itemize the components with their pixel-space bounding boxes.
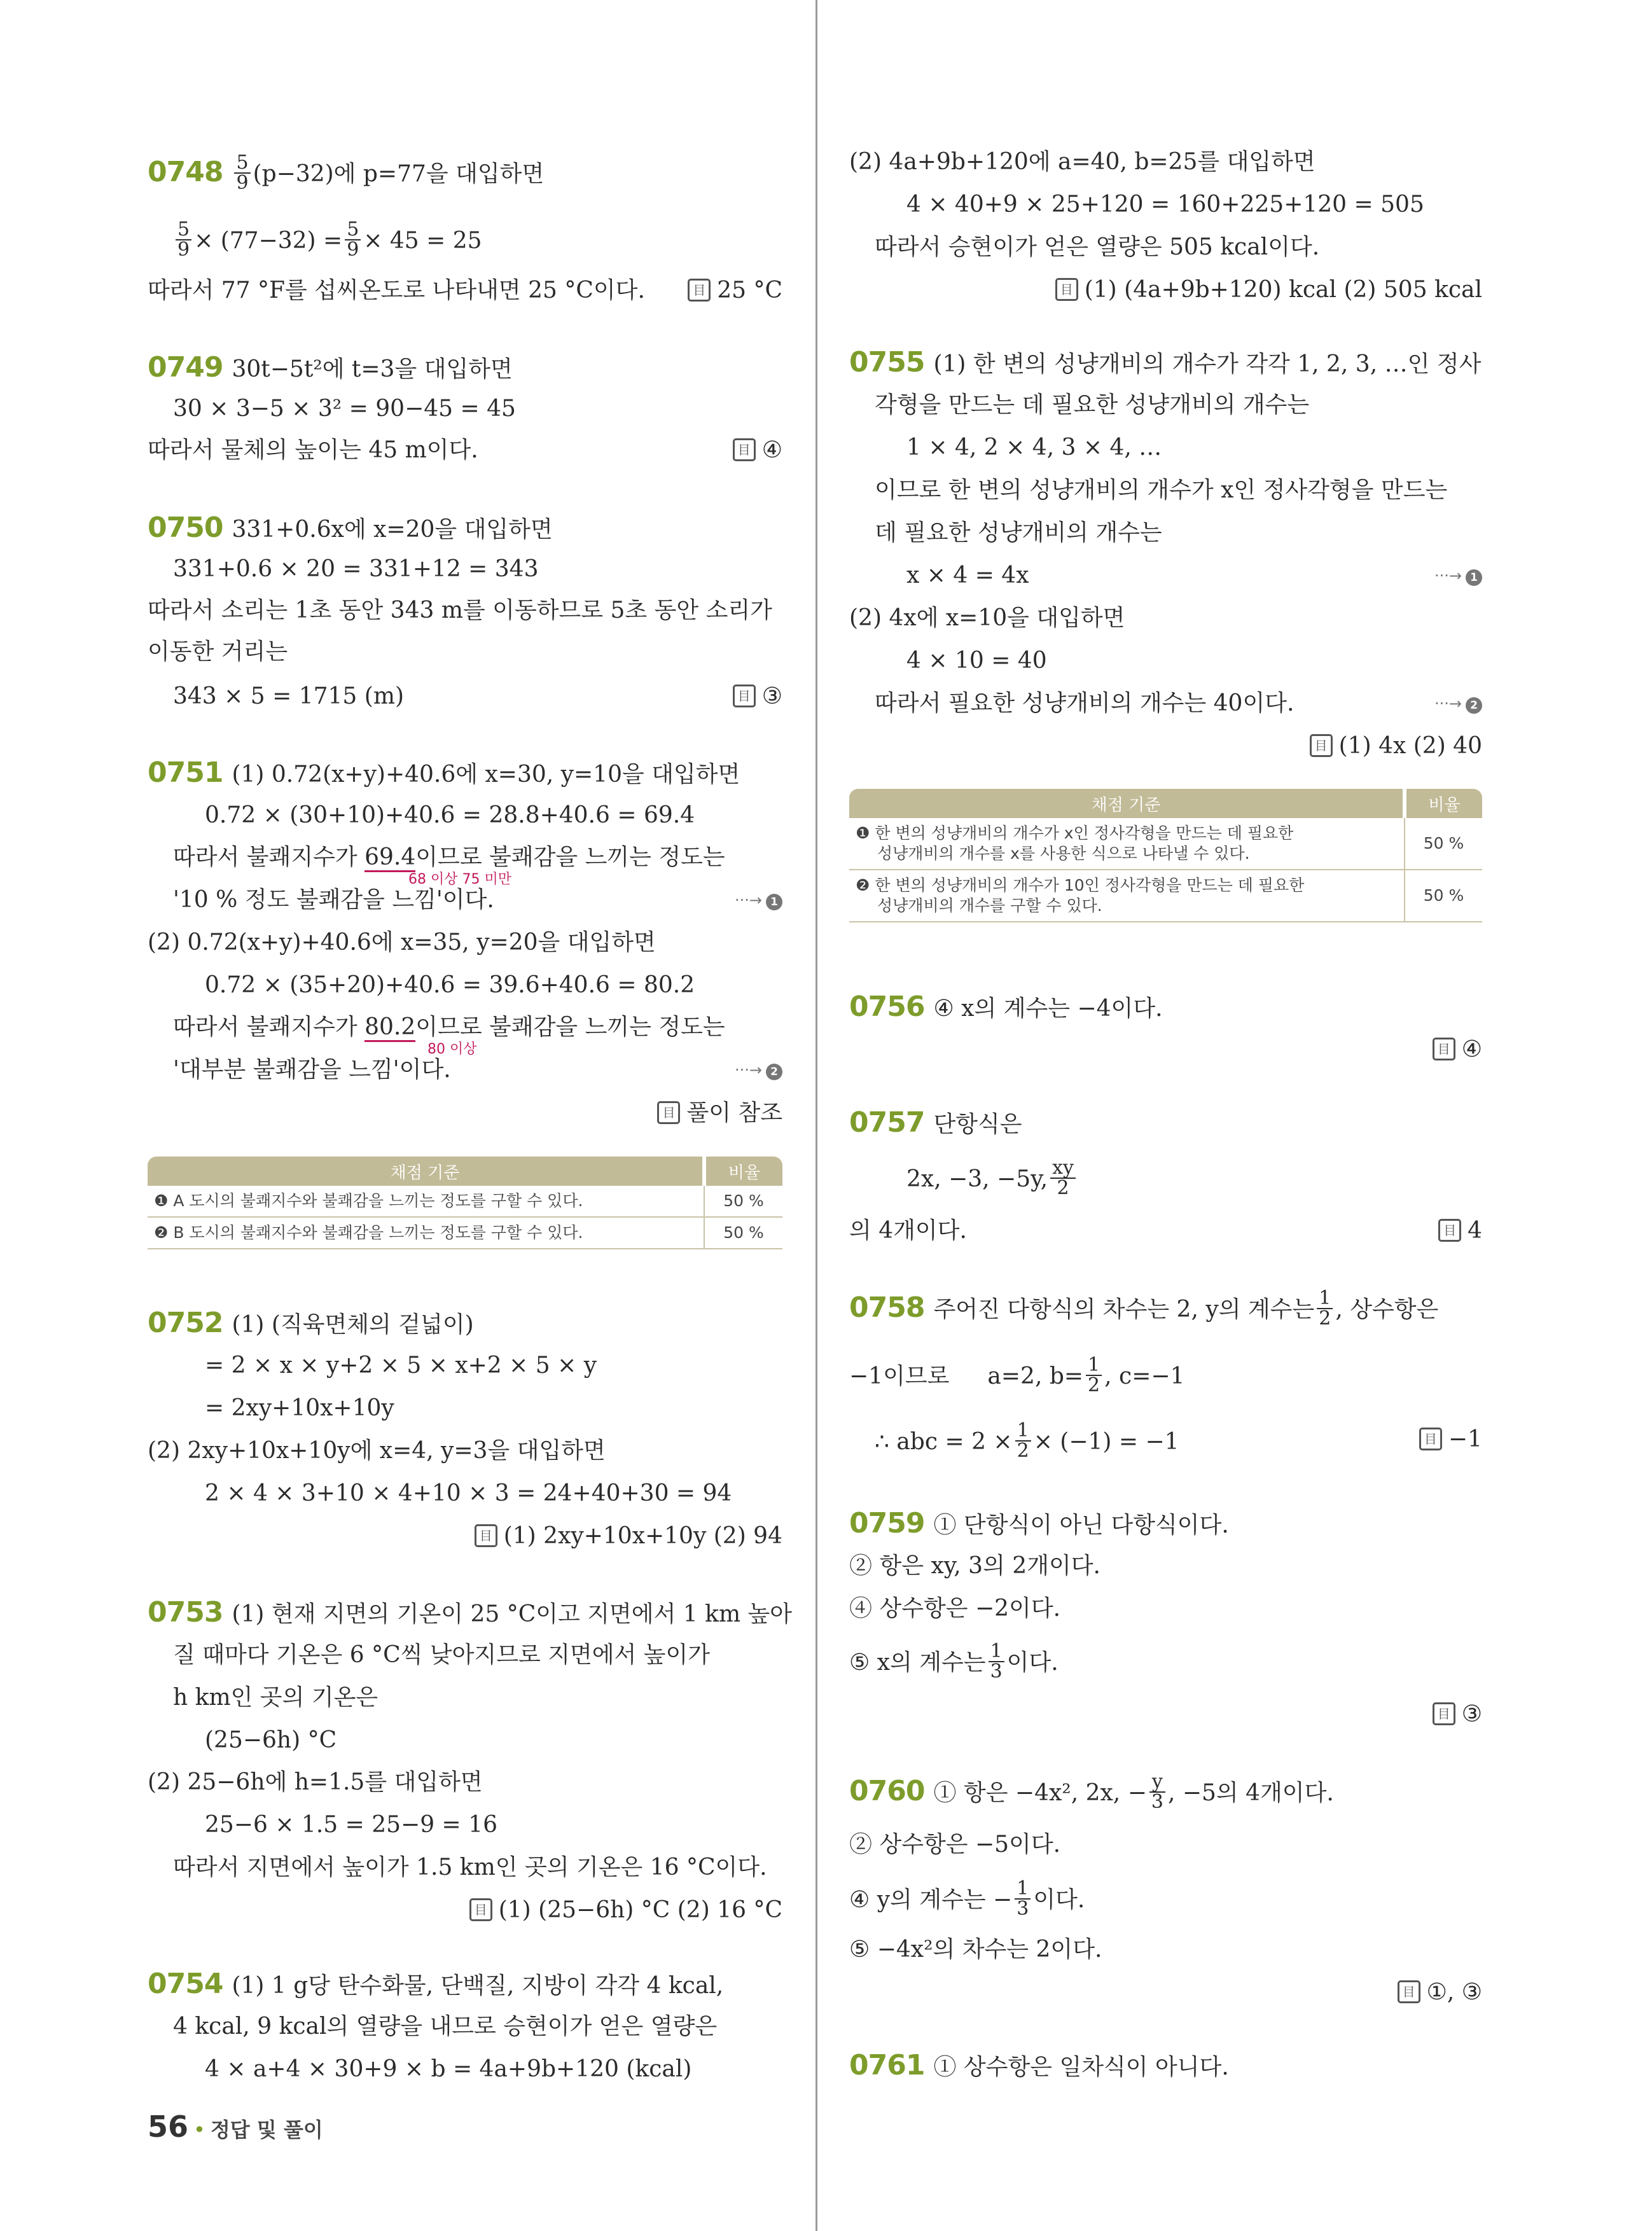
problem-0752-line-3: = 2xy+10x+10y bbox=[205, 1395, 394, 1421]
answer-icon bbox=[688, 279, 711, 302]
problem-0753-line-7: 따라서 지면에서 높이가 1.5 km인 곳의 기온은 16 °C이다. bbox=[173, 1854, 767, 1880]
problem-0751-line-2: 0.72 × (30+10)+40.6 = 28.8+40.6 = 69.4 bbox=[205, 802, 695, 828]
page-footer bbox=[148, 2109, 323, 2144]
footer-dot: • bbox=[193, 2118, 205, 2142]
problem-0753-line-4: (25−6h) °C bbox=[205, 1727, 337, 1753]
problem-number: 0759 bbox=[849, 1507, 925, 1539]
problem-0750-line-2: 331+0.6 × 20 = 331+12 = 343 bbox=[173, 556, 539, 582]
table-header: 채점 기준 bbox=[148, 1157, 704, 1186]
problem-0760-line-1: 0760 ① 항은 −4x², 2x, − $\frac{y}{3}$ , −5의 4개이다. bbox=[849, 1770, 1334, 1813]
problem-0757-line-2: 2x, −3, −5y, $\frac{xy}{2}$ bbox=[906, 1161, 1078, 1200]
problem-0754-line-1: 0754 (1) 1 g당 탄수화물, 단백질, 지방이 각각 4 kcal, bbox=[148, 1968, 724, 2000]
problem-0754-line-2: 4 kcal, 9 kcal의 열량을 내므로 승현이가 얻은 열량은 bbox=[173, 2013, 718, 2040]
problem-0754-line-5: 4 × 40+9 × 25+120 = 160+225+120 = 505 bbox=[906, 191, 1424, 218]
answer-icon bbox=[1433, 1702, 1455, 1725]
problem-0753-line-6: 25−6 × 1.5 = 25−9 = 16 bbox=[205, 1812, 497, 1838]
answer-0755: 目(1) 4x (2) 40 bbox=[1310, 730, 1482, 762]
problem-0754-line-6: 따라서 승현이가 얻은 열량은 505 kcal이다. bbox=[875, 234, 1320, 260]
problem-0760-line-2: ② 상수항은 −5이다. bbox=[849, 1831, 1061, 1858]
problem-0751-line-5: (2) 0.72(x+y)+40.6에 x=35, y=20을 대입하면 bbox=[148, 929, 656, 956]
answer-0749: 目 ④ bbox=[733, 434, 782, 466]
problem-number: 0749 bbox=[148, 351, 223, 384]
table-row: ❶ 한 변의 성냥개비의 개수가 x인 정사각형을 만드는 데 필요한 성냥개비의 개수를 x를 사용한 식으로 나타낼 수 있다. 50 % bbox=[849, 818, 1482, 870]
answer-0751: 目풀이 참조 bbox=[657, 1097, 782, 1129]
problem-0759-line-4: ⑤ x의 계수는 $\frac{1}{3}$ 이다. bbox=[849, 1640, 1059, 1683]
answer-icon bbox=[1419, 1428, 1442, 1450]
answer-0754: 目(1) (4a+9b+120) kcal (2) 505 kcal bbox=[1055, 274, 1482, 306]
problem-0760-line-4: ⑤ −4x²의 차수는 2이다. bbox=[849, 1936, 1102, 1963]
problem-number: 0756 bbox=[849, 990, 925, 1023]
problem-0751-line-4: '10 % 정도 불쾌감을 느낌'이다. bbox=[173, 887, 494, 913]
answer-icon bbox=[1438, 1219, 1461, 1242]
problem-number: 0754 bbox=[148, 1968, 223, 2000]
problem-0750-line-4: 이동한 거리는 bbox=[148, 639, 288, 665]
problem-number: 0750 bbox=[148, 511, 223, 544]
problem-0753-line-2: 질 때마다 기온은 6 °C씩 낮아지므로 지면에서 높이가 bbox=[173, 1642, 711, 1668]
fraction: $\frac{1}{3}$ bbox=[1015, 1879, 1031, 1919]
footer-title: 정답 및 풀이 bbox=[210, 2118, 323, 2142]
answer-0753: 目(1) (25−6h) °C (2) 16 °C bbox=[469, 1894, 782, 1926]
problem-0753-line-1: 0753 (1) 현재 지면의 기온이 25 °C이고 지면에서 1 km 높아 bbox=[148, 1596, 793, 1629]
problem-0755-line-4: 이므로 한 변의 성냥개비의 개수가 x인 정사각형을 만드는 bbox=[875, 477, 1448, 503]
problem-0755-line-3: 1 × 4, 2 × 4, 3 × 4, … bbox=[906, 434, 1162, 461]
fraction: $\frac{5}{9}$ bbox=[234, 153, 250, 193]
problem-0757-line-3: 의 4개이다. bbox=[849, 1218, 967, 1244]
problem-0754-line-3: 4 × a+4 × 30+9 × b = 4a+9b+120 (kcal) bbox=[205, 2056, 692, 2082]
answer-0757: 目 4 bbox=[1438, 1215, 1482, 1247]
score-mark-1: ···→ 1 bbox=[1434, 560, 1482, 592]
answer-icon bbox=[733, 685, 756, 707]
problem-number: 0760 bbox=[849, 1775, 925, 1807]
problem-0749-line-2: 30 × 3−5 × 3² = 90−45 = 45 bbox=[173, 396, 516, 422]
table-row: ❷ 한 변의 성냥개비의 개수가 10인 정사각형을 만드는 데 필요한 성냥개비의 개수를 구할 수 있다. 50 % bbox=[849, 870, 1482, 922]
answer-0748: 目 25 °C bbox=[688, 275, 782, 307]
annotation-note: 80 이상 bbox=[427, 1041, 477, 1057]
problem-0753-line-5: (2) 25−6h에 h=1.5를 대입하면 bbox=[148, 1769, 483, 1795]
grading-table-0751 bbox=[148, 1157, 782, 1249]
score-mark-2: ···→ 2 bbox=[735, 1054, 782, 1086]
problem-0758-line-1: 0758 주어진 다항식의 차수는 2, y의 계수는 $\frac{1}{2}$ , 상수항은 bbox=[849, 1287, 1439, 1330]
problem-0749-line-3: 따라서 물체의 높이는 45 m이다. bbox=[148, 437, 478, 463]
answer-0752: 目(1) 2xy+10x+10y (2) 94 bbox=[475, 1520, 782, 1552]
grading-table-0755 bbox=[849, 789, 1482, 922]
problem-0759-line-1: 0759 ① 단항식이 아닌 다항식이다. bbox=[849, 1507, 1229, 1539]
fraction: $\frac{1}{3}$ bbox=[989, 1642, 1004, 1681]
problem-0751-line-3: 따라서 불쾌지수가 69.4이므로 불쾌감을 느끼는 정도는 bbox=[173, 842, 725, 873]
problem-0759-line-3: ④ 상수항은 −2이다. bbox=[849, 1595, 1061, 1622]
answer-0756: 目④ bbox=[1433, 1034, 1482, 1066]
score-mark-2: ···→ 2 bbox=[1434, 688, 1482, 719]
answer-0759: 目③ bbox=[1433, 1699, 1482, 1730]
problem-0751-line-8: '대부분 불쾌감을 느낌'이다. bbox=[173, 1057, 451, 1083]
circle-number: ❶ bbox=[856, 824, 875, 842]
problem-0758-line-3: ∴ abc = 2 × $\frac{1}{2}$ × (−1) = −1 bbox=[875, 1419, 1179, 1462]
fraction: $\frac{1}{2}$ bbox=[1086, 1356, 1102, 1395]
problem-0761-line-1: 0761 ① 상수항은 일차식이 아니다. bbox=[849, 2049, 1229, 2082]
answer-0758: 目 −1 bbox=[1419, 1424, 1482, 1456]
problem-0757-line-1: 0757 단항식은 bbox=[849, 1106, 1022, 1139]
answer-icon bbox=[1433, 1038, 1455, 1060]
problem-0759-line-2: ② 항은 xy, 3의 2개이다. bbox=[849, 1553, 1100, 1579]
answer-0760: 目①, ③ bbox=[1398, 1977, 1482, 2008]
problem-number: 0748 bbox=[148, 156, 223, 188]
fraction: $\frac{1}{2}$ bbox=[1015, 1421, 1031, 1461]
problem-0752-line-1: 0752 (1) (직육면체의 겉넓이) bbox=[148, 1307, 474, 1339]
problem-0752-line-2: = 2 × x × y+2 × 5 × x+2 × 5 × y bbox=[205, 1352, 597, 1379]
problem-0752-line-5: 2 × 4 × 3+10 × 4+10 × 3 = 24+40+30 = 94 bbox=[205, 1480, 732, 1506]
problem-0748-line-3: 따라서 77 °F를 섭씨온도로 나타내면 25 °C이다. bbox=[148, 277, 645, 303]
problem-0755-line-6: x × 4 = 4x bbox=[906, 562, 1029, 588]
answer-icon bbox=[1398, 1980, 1420, 2003]
fraction: $\frac{xy}{2}$ bbox=[1050, 1158, 1076, 1198]
problem-number: 0751 bbox=[148, 756, 223, 789]
circle-number: ❷ bbox=[856, 876, 875, 894]
circle-number: ❷ bbox=[154, 1223, 174, 1242]
problem-number: 0753 bbox=[148, 1596, 223, 1629]
problem-0755-line-5: 데 필요한 성냥개비의 개수는 bbox=[875, 520, 1162, 546]
fraction: $\frac{5}{9}$ bbox=[176, 220, 191, 260]
problem-0750-line-1: 0750 331+0.6x에 x=20을 대입하면 bbox=[148, 511, 553, 544]
fraction: $\frac{1}{2}$ bbox=[1317, 1289, 1333, 1328]
problem-0755-line-8: 4 × 10 = 40 bbox=[906, 648, 1047, 674]
answer-icon bbox=[657, 1101, 680, 1124]
answer-icon bbox=[469, 1898, 492, 1921]
column-divider bbox=[816, 0, 817, 2231]
problem-0753-line-3: h km인 곳의 기온은 bbox=[173, 1685, 378, 1711]
annotation-note: 68 이상 75 미만 bbox=[408, 872, 511, 887]
problem-0749-line-1: 0749 30t−5t²에 t=3을 대입하면 bbox=[148, 351, 513, 384]
problem-0751-line-1: 0751 (1) 0.72(x+y)+40.6에 x=30, y=10을 대입하면 bbox=[148, 756, 740, 789]
problem-number: 0755 bbox=[849, 346, 925, 379]
problem-0755-line-9: 따라서 필요한 성냥개비의 개수는 40이다. bbox=[875, 690, 1295, 716]
problem-0758-line-2: −1이므로 a=2, b= $\frac{1}{2}$ , c=−1 bbox=[849, 1354, 1185, 1396]
problem-0751-line-6: 0.72 × (35+20)+40.6 = 39.6+40.6 = 80.2 bbox=[205, 972, 695, 998]
problem-0750-line-3: 따라서 소리는 1초 동안 343 m를 이동하므로 5초 동안 소리가 bbox=[148, 597, 772, 623]
problem-0752-line-4: (2) 2xy+10x+10y에 x=4, y=3을 대입하면 bbox=[148, 1438, 606, 1464]
problem-0754-line-4: (2) 4a+9b+120에 a=40, b=25를 대입하면 bbox=[849, 149, 1315, 175]
table-row: ❷ B 도시의 불쾌지수와 불쾌감을 느끼는 정도를 구할 수 있다. 50 % bbox=[148, 1217, 782, 1249]
answer-0750: 目 ③ bbox=[733, 681, 782, 712]
problem-0748-line-2: $\frac{5}{9}$ × (77−32) = $\frac{5}{9}$ × 45 = 25 bbox=[173, 223, 482, 262]
page-number: 56 bbox=[148, 2109, 189, 2144]
table-header: 비율 bbox=[1405, 789, 1482, 818]
problem-number: 0758 bbox=[849, 1291, 925, 1324]
problem-number: 0761 bbox=[849, 2049, 925, 2082]
table-header: 채점 기준 bbox=[849, 789, 1405, 818]
circle-number: ❶ bbox=[154, 1192, 174, 1210]
problem-0750-line-5: 343 × 5 = 1715 (m) bbox=[173, 683, 405, 709]
problem-number: 0752 bbox=[148, 1307, 223, 1339]
answer-icon bbox=[475, 1524, 497, 1547]
answer-icon bbox=[1055, 278, 1078, 301]
problem-0755-line-7: (2) 4x에 x=10을 대입하면 bbox=[849, 605, 1125, 631]
problem-number: 0757 bbox=[849, 1106, 925, 1139]
problem-0760-line-3: ④ y의 계수는 − $\frac{1}{3}$ 이다. bbox=[849, 1877, 1085, 1920]
answer-icon bbox=[1310, 734, 1333, 757]
problem-0751-line-7: 따라서 불쾌지수가 80.2이므로 불쾌감을 느끼는 정도는 bbox=[173, 1011, 725, 1043]
problem-0755-line-2: 각형을 만드는 데 필요한 성냥개비의 개수는 bbox=[875, 392, 1310, 418]
score-mark-1: ···→ 1 bbox=[735, 884, 782, 916]
problem-0755-line-1: 0755 (1) 한 변의 성냥개비의 개수가 각각 1, 2, 3, …인 정사 bbox=[849, 346, 1482, 379]
table-row: ❶ A 도시의 불쾌지수와 불쾌감을 느끼는 정도를 구할 수 있다. 50 % bbox=[148, 1186, 782, 1217]
fraction: $\frac{y}{3}$ bbox=[1149, 1772, 1165, 1812]
problem-0748-line-1: 0748 $\frac{5}{9}$ (p−32)에 p=77을 대입하면 bbox=[148, 151, 545, 194]
fraction: $\frac{5}{9}$ bbox=[345, 220, 361, 260]
answer-icon bbox=[733, 438, 756, 461]
problem-0756-line-1: 0756 ④ x의 계수는 −4이다. bbox=[849, 990, 1163, 1023]
table-header: 비율 bbox=[704, 1157, 782, 1186]
